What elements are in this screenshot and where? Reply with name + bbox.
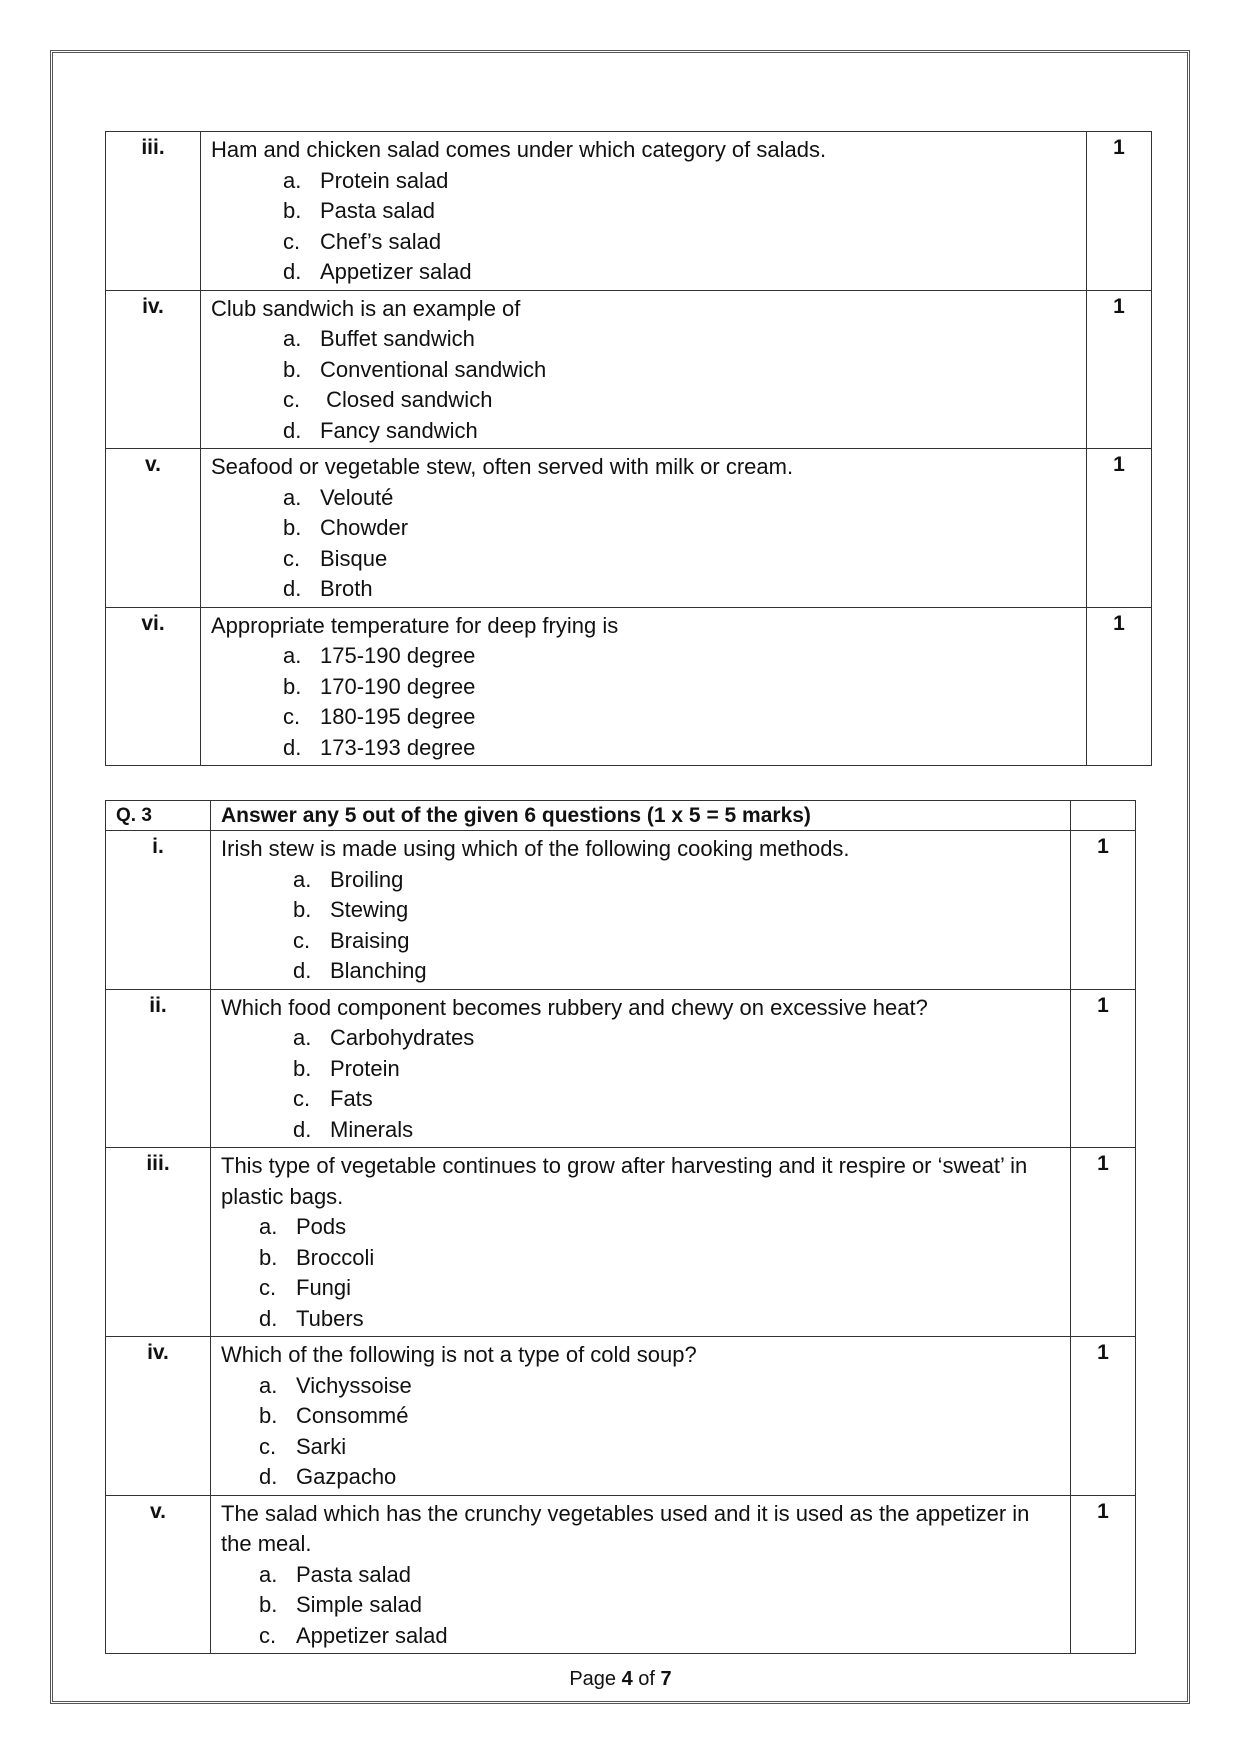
- option-text: Gazpacho: [296, 1464, 397, 1489]
- option-letter: a.: [283, 167, 302, 193]
- question-row: [106, 607, 1152, 766]
- option-text: Buffet sandwich: [320, 326, 475, 351]
- question-number: iv.: [106, 290, 201, 449]
- answer-option: [211, 513, 1076, 544]
- option-letter: a.: [293, 866, 312, 892]
- option-text: Tubers: [296, 1305, 364, 1331]
- question-number: iii.: [106, 1148, 211, 1337]
- answer-option: [221, 1023, 1060, 1054]
- option-list: [221, 1560, 1060, 1652]
- question-marks: 1: [1087, 449, 1152, 608]
- answer-option: [211, 166, 1076, 197]
- answer-option: [211, 733, 1076, 764]
- option-letter: c.: [293, 1086, 311, 1111]
- option-letter: c.: [259, 1275, 277, 1300]
- current-page-number: 4: [621, 1668, 633, 1690]
- question-text: Which of the following is not a type of cold soup?: [221, 1342, 697, 1367]
- section-header-row: [106, 801, 1136, 831]
- answer-option: [211, 702, 1076, 733]
- question-text: Appropriate temperature for deep frying is: [211, 612, 619, 638]
- answer-option: [211, 544, 1076, 575]
- question-row: [106, 290, 1152, 449]
- option-letter: d.: [293, 1116, 312, 1142]
- option-text: Velouté: [320, 484, 394, 510]
- answer-option: [211, 257, 1076, 288]
- option-letter: b.: [283, 515, 302, 540]
- option-text: Pods: [296, 1214, 347, 1239]
- answer-option: [221, 865, 1060, 896]
- question-marks: 1: [1071, 831, 1136, 990]
- question-number: i.: [106, 831, 211, 990]
- option-letter: d.: [283, 576, 302, 601]
- option-letter: d.: [283, 417, 302, 443]
- option-text: Braising: [330, 927, 410, 953]
- section-instruction: Answer any 5 out of the given 6 questions (1 x 5 = 5 marks): [211, 801, 1071, 831]
- question-marks: 1: [1071, 1337, 1136, 1496]
- option-text: Closed sandwich: [320, 387, 493, 412]
- option-letter: c.: [259, 1622, 277, 1648]
- option-text: Fancy sandwich: [320, 417, 478, 443]
- answer-option: [211, 355, 1076, 386]
- question-marks: 1: [1087, 132, 1152, 291]
- answer-option: [221, 1273, 1060, 1304]
- option-text: 173-193 degree: [320, 734, 476, 760]
- answer-option: [211, 196, 1076, 227]
- question-body: [201, 290, 1087, 449]
- question-number: v.: [106, 449, 201, 608]
- answer-option: [221, 956, 1060, 987]
- answer-option: [221, 1590, 1060, 1621]
- question-number: ii.: [106, 989, 211, 1148]
- option-list: [211, 166, 1076, 288]
- answer-option: [211, 641, 1076, 672]
- question-text: Irish stew is made using which of the following cooking methods.: [221, 836, 850, 861]
- question-marks: 1: [1071, 1148, 1136, 1337]
- answer-option: [211, 227, 1076, 258]
- question-text: This type of vegetable continues to grow after harvesting and it respire or ‘sweat’ in plastic bags.: [221, 1153, 1028, 1209]
- option-letter: b.: [283, 356, 302, 382]
- option-text: Carbohydrates: [330, 1025, 475, 1050]
- option-list: [211, 641, 1076, 763]
- question-text: Club sandwich is an example of: [211, 295, 521, 321]
- option-text: Stewing: [330, 897, 409, 922]
- question-body: [211, 831, 1071, 990]
- option-text: Broccoli: [296, 1244, 375, 1270]
- answer-option: [221, 926, 1060, 957]
- option-letter: b.: [293, 897, 312, 922]
- question-text: Ham and chicken salad comes under which category of salads.: [211, 137, 827, 162]
- option-text: Bisque: [320, 545, 388, 571]
- option-letter: d.: [283, 734, 302, 760]
- answer-option: [221, 1084, 1060, 1115]
- option-letter: c.: [259, 1433, 277, 1459]
- option-letter: d.: [283, 259, 302, 284]
- question-row: [106, 449, 1152, 608]
- question-row: [106, 1148, 1136, 1337]
- answer-option: [221, 1401, 1060, 1432]
- option-letter: a.: [259, 1561, 278, 1587]
- answer-option: [221, 1432, 1060, 1463]
- option-text: 170-190 degree: [320, 673, 476, 699]
- question-body: [211, 1148, 1071, 1337]
- option-list: [211, 483, 1076, 605]
- question-marks: 1: [1071, 989, 1136, 1148]
- option-letter: d.: [293, 958, 312, 983]
- question-row: [106, 132, 1152, 291]
- option-letter: b.: [259, 1592, 278, 1617]
- option-letter: a.: [283, 643, 302, 668]
- question-body: [201, 449, 1087, 608]
- question-text: Seafood or vegetable stew, often served with milk or cream.: [211, 454, 794, 479]
- answer-option: [221, 1304, 1060, 1335]
- option-text: Blanching: [330, 958, 427, 983]
- option-text: Simple salad: [296, 1592, 422, 1617]
- q3-table-body: [106, 801, 1136, 831]
- question-body: [201, 607, 1087, 766]
- question-body: [211, 1337, 1071, 1496]
- option-list: [221, 1023, 1060, 1145]
- option-letter: a.: [283, 326, 302, 351]
- option-list: [211, 324, 1076, 446]
- answer-option: [221, 1212, 1060, 1243]
- option-text: Broiling: [330, 866, 404, 892]
- answer-option: [221, 1115, 1060, 1146]
- question-row: [106, 831, 1136, 990]
- option-letter: b.: [293, 1055, 312, 1081]
- option-text: 175-190 degree: [320, 643, 476, 668]
- option-text: Pasta salad: [320, 198, 435, 223]
- answer-option: [221, 1462, 1060, 1493]
- option-text: Vichyssoise: [296, 1372, 412, 1398]
- option-text: Consommé: [296, 1403, 409, 1428]
- answer-option: [221, 1243, 1060, 1274]
- option-text: Appetizer salad: [320, 259, 472, 284]
- option-text: Fats: [330, 1086, 373, 1111]
- total-pages-number: 7: [660, 1668, 672, 1690]
- option-letter: c.: [283, 387, 301, 412]
- question-row: [106, 1495, 1136, 1654]
- option-letter: c.: [283, 545, 301, 571]
- question-marks: 1: [1071, 1495, 1136, 1654]
- option-letter: b.: [283, 198, 302, 223]
- answer-option: [211, 672, 1076, 703]
- option-text: Sarki: [296, 1433, 347, 1459]
- option-letter: b.: [259, 1403, 278, 1428]
- answer-option: [211, 385, 1076, 416]
- option-text: Pasta salad: [296, 1561, 411, 1587]
- question-text: Which food component becomes rubbery and chewy on excessive heat?: [221, 994, 928, 1020]
- option-list: [221, 865, 1060, 987]
- answer-option: [221, 1560, 1060, 1591]
- answer-option: [221, 1621, 1060, 1652]
- option-letter: a.: [259, 1214, 278, 1239]
- option-letter: a.: [259, 1372, 278, 1398]
- section-number: Q. 3: [106, 801, 211, 831]
- question-row: [106, 1337, 1136, 1496]
- option-letter: b.: [259, 1244, 278, 1270]
- question-table-q2-continued: [105, 131, 1152, 766]
- footer-prefix: Page: [569, 1668, 622, 1690]
- option-list: [221, 1371, 1060, 1493]
- option-text: Protein salad: [320, 167, 449, 193]
- question-number: iv.: [106, 1337, 211, 1496]
- answer-option: [211, 574, 1076, 605]
- option-text: 180-195 degree: [320, 704, 476, 729]
- option-letter: a.: [293, 1025, 312, 1050]
- question-number: v.: [106, 1495, 211, 1654]
- page-footer: [0, 1668, 1241, 1691]
- answer-option: [221, 895, 1060, 926]
- question-marks: 1: [1087, 290, 1152, 449]
- answer-option: [221, 1054, 1060, 1085]
- option-text: Protein: [330, 1055, 400, 1081]
- option-list: [221, 1212, 1060, 1334]
- option-letter: d.: [259, 1305, 278, 1331]
- option-letter: b.: [283, 673, 302, 699]
- answer-option: [211, 324, 1076, 355]
- question-marks: 1: [1087, 607, 1152, 766]
- q3-questions-body: [106, 831, 1136, 1654]
- option-letter: a.: [283, 484, 302, 510]
- question-row: [106, 989, 1136, 1148]
- question-text: The salad which has the crunchy vegetables used and it is used as the appetizer in the meal.: [221, 1500, 1030, 1556]
- option-letter: c.: [283, 228, 301, 254]
- q2-table-body: [106, 132, 1152, 766]
- section-marks-cell: [1071, 801, 1136, 831]
- footer-middle: of: [632, 1668, 661, 1690]
- question-body: [201, 132, 1087, 291]
- answer-option: [221, 1371, 1060, 1402]
- option-letter: c.: [293, 927, 311, 953]
- option-text: Minerals: [330, 1116, 414, 1142]
- option-text: Fungi: [296, 1275, 352, 1300]
- question-number: vi.: [106, 607, 201, 766]
- question-table-q3: [105, 800, 1136, 1654]
- question-body: [211, 989, 1071, 1148]
- option-letter: d.: [259, 1464, 278, 1489]
- option-text: Appetizer salad: [296, 1622, 448, 1648]
- question-number: iii.: [106, 132, 201, 291]
- option-text: Chef’s salad: [320, 228, 442, 254]
- option-text: Chowder: [320, 515, 409, 540]
- question-body: [211, 1495, 1071, 1654]
- option-text: Conventional sandwich: [320, 356, 547, 382]
- option-letter: c.: [283, 704, 301, 729]
- answer-option: [211, 483, 1076, 514]
- answer-option: [211, 416, 1076, 447]
- option-text: Broth: [320, 576, 373, 601]
